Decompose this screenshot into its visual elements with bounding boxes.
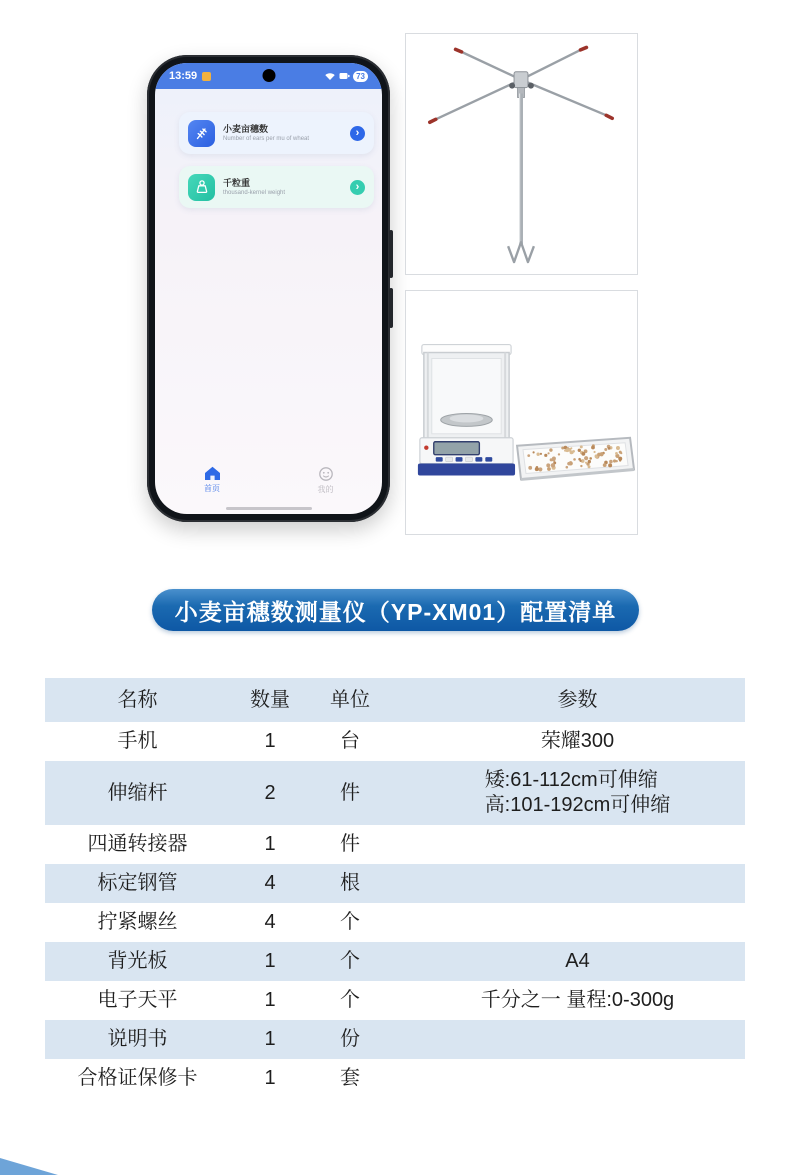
chevron-right-icon[interactable]: › <box>350 126 365 141</box>
phone-screen <box>155 63 382 514</box>
item-qty: 1 <box>264 950 276 972</box>
item-name: 四通转接器 <box>87 833 188 855</box>
wheat-icon <box>188 120 215 147</box>
item-param <box>390 838 765 852</box>
table-header-row <box>45 678 745 722</box>
product-photo-pole-frame <box>405 33 638 275</box>
table-row <box>45 761 745 825</box>
phone-power-button <box>389 288 393 328</box>
item-name: 标定钢管 <box>97 872 178 894</box>
item-name: 伸缩杆 <box>107 781 168 804</box>
table-row <box>45 1059 745 1098</box>
app-card-thousand-kernel-weight[interactable] <box>179 166 374 208</box>
item-unit: 个 <box>340 911 360 933</box>
status-badge-icon <box>202 72 211 81</box>
column-header: 参数 <box>557 688 598 711</box>
item-name: 合格证保修卡 <box>77 1067 198 1089</box>
column-header: 数量 <box>250 688 290 711</box>
table-row <box>45 942 745 981</box>
nav-label: 首页 <box>204 484 220 493</box>
product-photo-balance <box>405 290 638 535</box>
phone-volume-button <box>389 230 393 278</box>
chevron-right-icon[interactable]: › <box>350 180 365 195</box>
camera-punch-hole <box>262 69 275 82</box>
status-bar <box>155 63 382 89</box>
table-row <box>45 825 745 864</box>
column-header: 单位 <box>330 688 370 711</box>
item-qty: 1 <box>264 730 276 752</box>
nav-item-profile[interactable] <box>318 466 334 495</box>
item-qty: 1 <box>264 1067 276 1089</box>
item-qty: 1 <box>264 1028 276 1050</box>
corner-decoration <box>0 1158 58 1175</box>
status-time: 13:59 <box>169 70 198 82</box>
app-card-subtitle: thousand-kernel weight <box>223 190 286 196</box>
pole-illustration <box>406 34 637 274</box>
item-name: 电子天平 <box>97 989 178 1011</box>
item-unit: 件 <box>340 833 360 855</box>
item-qty: 1 <box>264 833 276 855</box>
table-row <box>45 1020 745 1059</box>
app-card-title: 小麦亩穗数 <box>223 124 269 134</box>
spec-table <box>45 678 745 1098</box>
table-row <box>45 722 745 761</box>
item-name: 拧紧螺丝 <box>97 911 178 933</box>
column-header: 名称 <box>117 688 158 711</box>
item-unit: 套 <box>340 1067 360 1089</box>
balance-illustration <box>406 291 637 534</box>
item-qty: 4 <box>264 911 276 933</box>
item-param: 千分之一 量程:0-300g <box>480 989 675 1011</box>
home-icon <box>204 466 221 481</box>
item-param: A4 <box>565 950 590 972</box>
item-param <box>390 1072 765 1086</box>
bottom-nav <box>155 459 382 501</box>
item-param <box>390 1033 765 1047</box>
item-unit: 根 <box>340 872 360 894</box>
table-row <box>45 903 745 942</box>
weight-icon <box>188 174 215 201</box>
page-title: 小麦亩穗数测量仪（YP-XM01）配置清单 <box>174 598 617 625</box>
item-unit: 份 <box>340 1028 360 1050</box>
wifi-icon <box>324 71 336 81</box>
item-unit: 个 <box>340 989 360 1011</box>
table-row <box>45 981 745 1020</box>
profile-icon <box>318 466 334 482</box>
item-name: 背光板 <box>107 950 168 972</box>
app-card-title: 千粒重 <box>223 178 251 188</box>
nav-label: 我的 <box>317 484 334 494</box>
item-param: 矮:61-112cm可伸缩 高:101-192cm可伸缩 <box>484 769 671 816</box>
item-qty: 2 <box>264 781 276 804</box>
nav-item-home[interactable] <box>204 466 221 494</box>
item-unit: 台 <box>340 730 360 752</box>
table-row <box>45 864 745 903</box>
home-indicator <box>226 507 312 510</box>
item-qty: 4 <box>264 872 276 894</box>
item-qty: 1 <box>264 989 276 1011</box>
title-banner <box>152 589 639 631</box>
app-card-wheat-ear-count[interactable] <box>179 112 374 154</box>
phone-mockup <box>147 55 390 522</box>
item-name: 手机 <box>117 730 158 752</box>
item-name: 说明书 <box>107 1028 168 1050</box>
item-param: 荣耀300 <box>540 730 615 752</box>
item-param <box>390 916 765 930</box>
app-card-subtitle: Number of ears per mu of wheat <box>223 136 310 142</box>
item-param <box>390 877 765 891</box>
item-unit: 个 <box>340 950 360 972</box>
item-unit: 件 <box>340 781 360 804</box>
battery-percent: 73 <box>353 71 368 82</box>
battery-icon <box>339 71 350 81</box>
